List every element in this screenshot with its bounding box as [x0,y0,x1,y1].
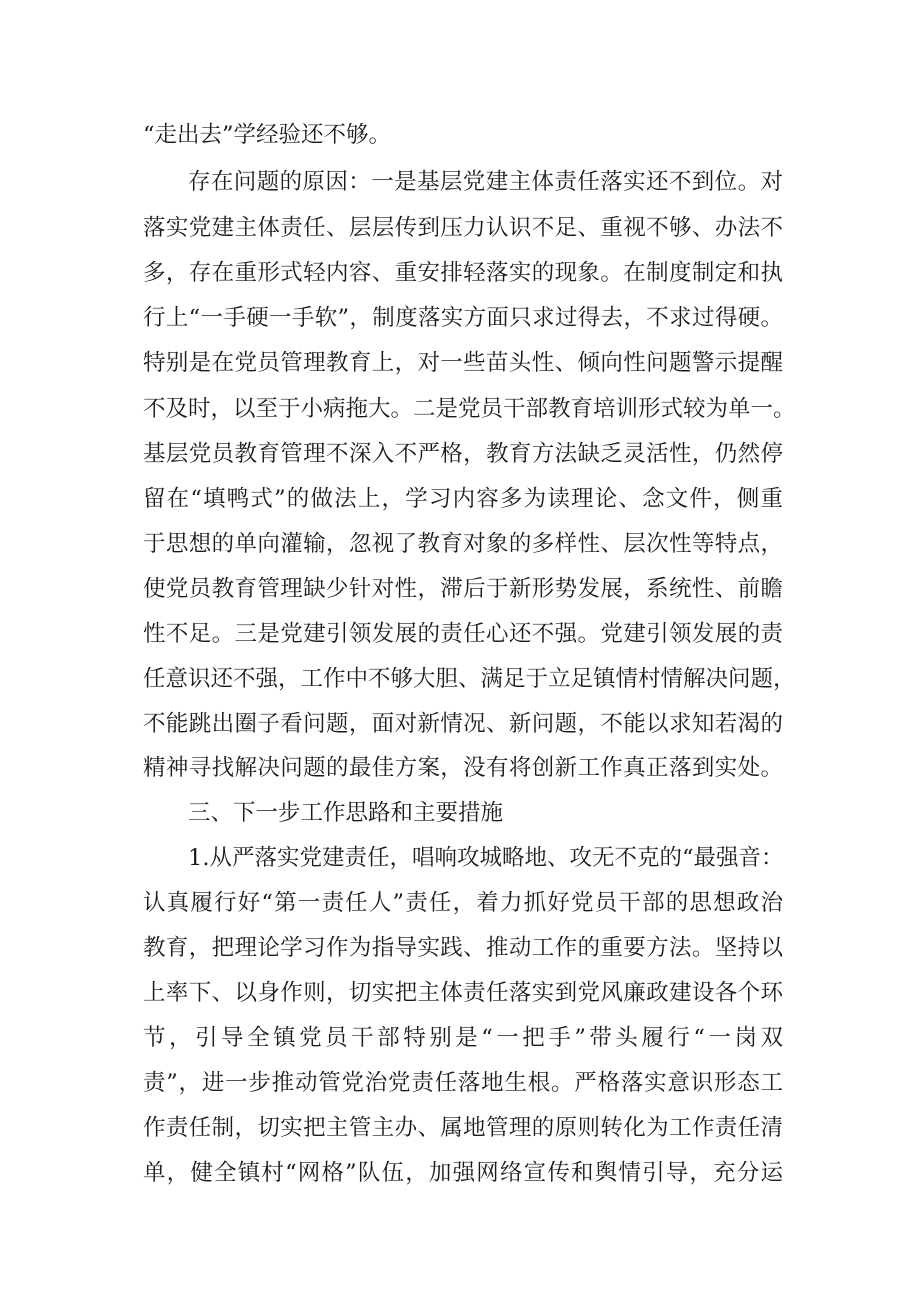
text-line: 于思想的单向灌输，忽视了教育对象的多样性、层次性等特点， [143,531,783,557]
text-line: 教育，把理论学习作为指导实践、推动工作的重要方法。坚持以 [143,935,783,961]
text-line: 行上“一手硬一手软”，制度落实方面只求过得去，不求过得硬。 [143,305,783,331]
text-line: 多，存在重形式轻内容、重安排轻落实的现象。在制度制定和执 [143,260,783,286]
text-line: “走出去”学经验还不够。 [143,122,392,148]
text-line: 任意识还不强，工作中不够大胆、满足于立足镇情村情解决问题， [143,666,796,692]
text-line: 精神寻找解决问题的最佳方案，没有将创新工作真正落到实处。 [143,755,783,781]
text-line: 留在“填鸭式”的做法上，学习内容多为读理论、念文件，侧重 [143,486,783,512]
section-heading: 三、下一步工作思路和主要措施 [188,800,504,826]
text-line: 性不足。三是党建引领发展的责任心还不强。党建引领发展的责 [143,621,783,647]
text-line: 责”，进一步推动管党治党责任落地生根。严格落实意识形态工 [143,1070,783,1096]
text-line: 不能跳出圈子看问题，面对新情况、新问题，不能以求知若渴的 [143,711,783,737]
text-line: 单，健全镇村“网格”队伍，加强网络宣传和舆情引导，充分运 [143,1160,783,1186]
text-line: 作责任制，切实把主管主办、属地管理的原则转化为工作责任清 [143,1115,783,1141]
text-line: 上率下、以身作则，切实把主体责任落实到党风廉政建设各个环 [143,980,783,1006]
text-line: 节，引导全镇党员干部特别是“一把手”带头履行“一岗双 [143,1025,783,1051]
text-line: 1.从严落实党建责任，唱响攻城略地、攻无不克的“最强音： [188,845,784,871]
text-line: 不及时，以至于小病拖大。二是党员干部教育培训形式较为单一。 [143,396,796,422]
text-line: 落实党建主体责任、层层传到压力认识不足、重视不够、办法不 [143,215,783,241]
text-line: 存在问题的原因：一是基层党建主体责任落实还不到位。对 [188,169,783,195]
text-line: 认真履行好“第一责任人”责任，着力抓好党员干部的思想政治 [143,890,783,916]
text-line: 使党员教育管理缺少针对性，滞后于新形势发展，系统性、前瞻 [143,576,783,602]
text-line: 基层党员教育管理不深入不严格，教育方法缺乏灵活性，仍然停 [143,441,783,467]
text-line: 特别是在党员管理教育上，对一些苗头性、倾向性问题警示提醒 [143,350,783,376]
